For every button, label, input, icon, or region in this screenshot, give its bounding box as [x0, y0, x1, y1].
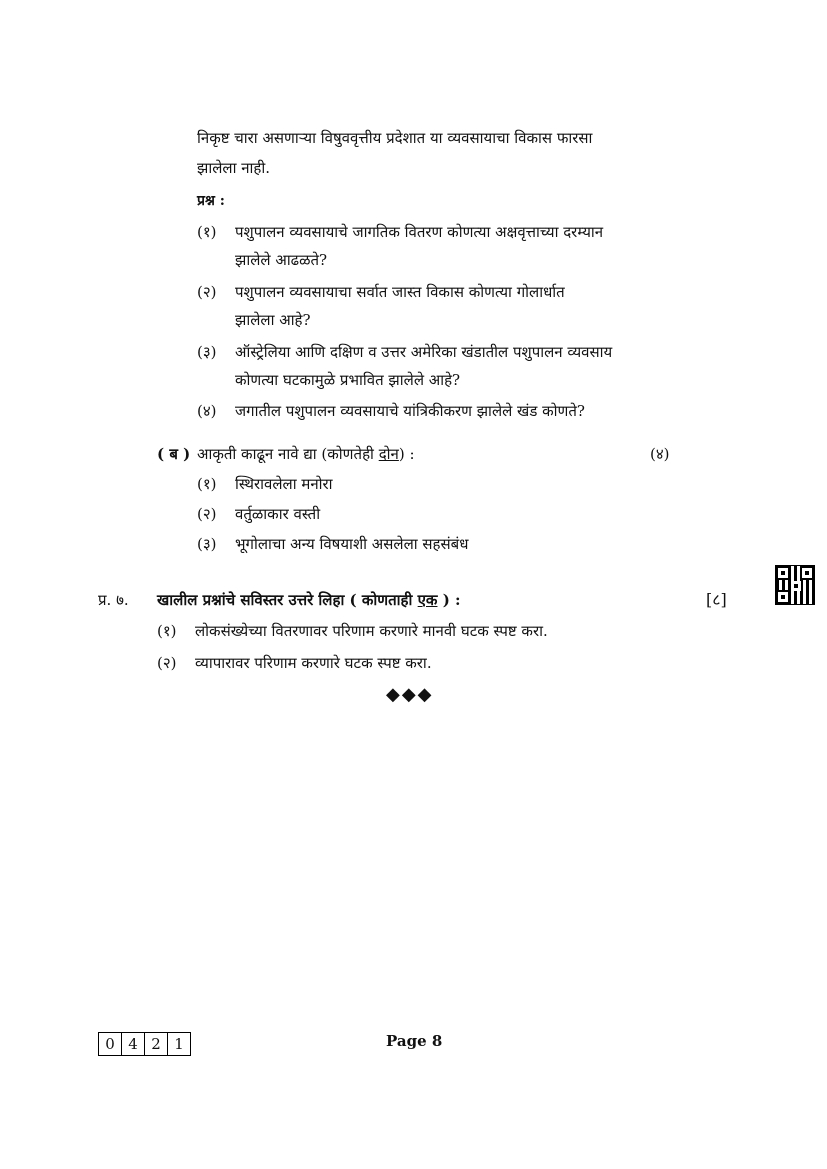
question-3 [197, 338, 612, 366]
question-text: पशुपालन व्यवसायाचा सर्वात जास्त विकास कोणत्या गोलार्धात [235, 283, 565, 301]
section-b-marks: (४) [650, 445, 670, 463]
item-text: व्यापारावर परिणाम करणारे घटक स्पष्ट करा. [195, 654, 432, 672]
q7-item-1 [157, 617, 548, 645]
section-b-heading [157, 440, 415, 468]
q7-heading [157, 586, 461, 614]
question-1-cont: झालेले आढळते? [235, 251, 328, 269]
section-b-instruction-post: ) : [398, 445, 415, 463]
item-number: (२) [197, 505, 217, 523]
code-digit: 4 [122, 1033, 145, 1055]
question-2-cont: झालेला आहे? [235, 311, 311, 329]
item-number: (२) [157, 654, 177, 672]
q7-heading-post: ) : [437, 591, 461, 609]
intro-line-1: निकृष्ट चारा असणाऱ्या विषुववृत्तीय प्रदेशात या व्यवसायाचा विकास फारसा [197, 129, 593, 147]
item-number: (१) [157, 622, 177, 640]
item-text: स्थिरावलेला मनोरा [235, 475, 333, 493]
question-number: (१) [197, 223, 217, 241]
paper-code-box [98, 1032, 191, 1056]
question-4 [197, 397, 585, 425]
end-mark: ◆◆◆ [386, 684, 434, 705]
code-digit: 0 [99, 1033, 122, 1055]
item-number: (१) [197, 475, 217, 493]
question-text: पशुपालन व्यवसायाचे जागतिक वितरण कोणत्या अक्षवृत्ताच्या दरम्यान [235, 223, 604, 241]
page-number: Page 8 [386, 1032, 443, 1050]
item-text: वर्तुळाकार वस्ती [235, 505, 321, 523]
question-number: (२) [197, 283, 217, 301]
code-digit: 1 [174, 1035, 184, 1053]
question-2 [197, 278, 565, 306]
question-text: जगातील पशुपालन व्यवसायाचे यांत्रिकीकरण झालेले खंड कोणते? [235, 402, 585, 420]
qr-code [776, 566, 814, 604]
question-number: (३) [197, 343, 217, 361]
q7-heading-emph: एक [417, 591, 438, 609]
q7-label: प्र. ७. [98, 591, 129, 609]
question-1 [197, 218, 603, 246]
intro-line-2: झालेला नाही. [197, 159, 271, 177]
section-b-item-2 [197, 500, 320, 528]
section-b-label: ( ब ) [157, 445, 191, 463]
q7-item-2 [157, 649, 432, 677]
section-b-instruction-pre: आकृती काढून नावे द्या (कोणतेही [197, 445, 379, 463]
section-b-item-3 [197, 530, 468, 558]
item-number: (३) [197, 535, 217, 553]
question-number: (४) [197, 402, 217, 420]
code-digit: 2 [145, 1033, 168, 1055]
section-b-instruction-emph: दोन [378, 445, 399, 463]
item-text: भूगोलाचा अन्य विषयाशी असलेला सहसंबंध [235, 535, 469, 553]
item-text: लोकसंख्येच्या वितरणावर परिणाम करणारे मानवी घटक स्पष्ट करा. [195, 622, 548, 640]
section-b-item-1 [197, 470, 333, 498]
q7-marks: [८] [706, 590, 727, 609]
q7-heading-pre: खालील प्रश्नांचे सविस्तर उत्तरे लिहा ( कोणताही [157, 591, 418, 609]
question-3-cont: कोणत्या घटकामुळे प्रभावित झालेले आहे? [235, 371, 461, 389]
question-text: ऑस्ट्रेलिया आणि दक्षिण व उत्तर अमेरिका खंडातील पशुपालन व्यवसाय [235, 343, 613, 361]
questions-heading: प्रश्न : [197, 193, 225, 209]
